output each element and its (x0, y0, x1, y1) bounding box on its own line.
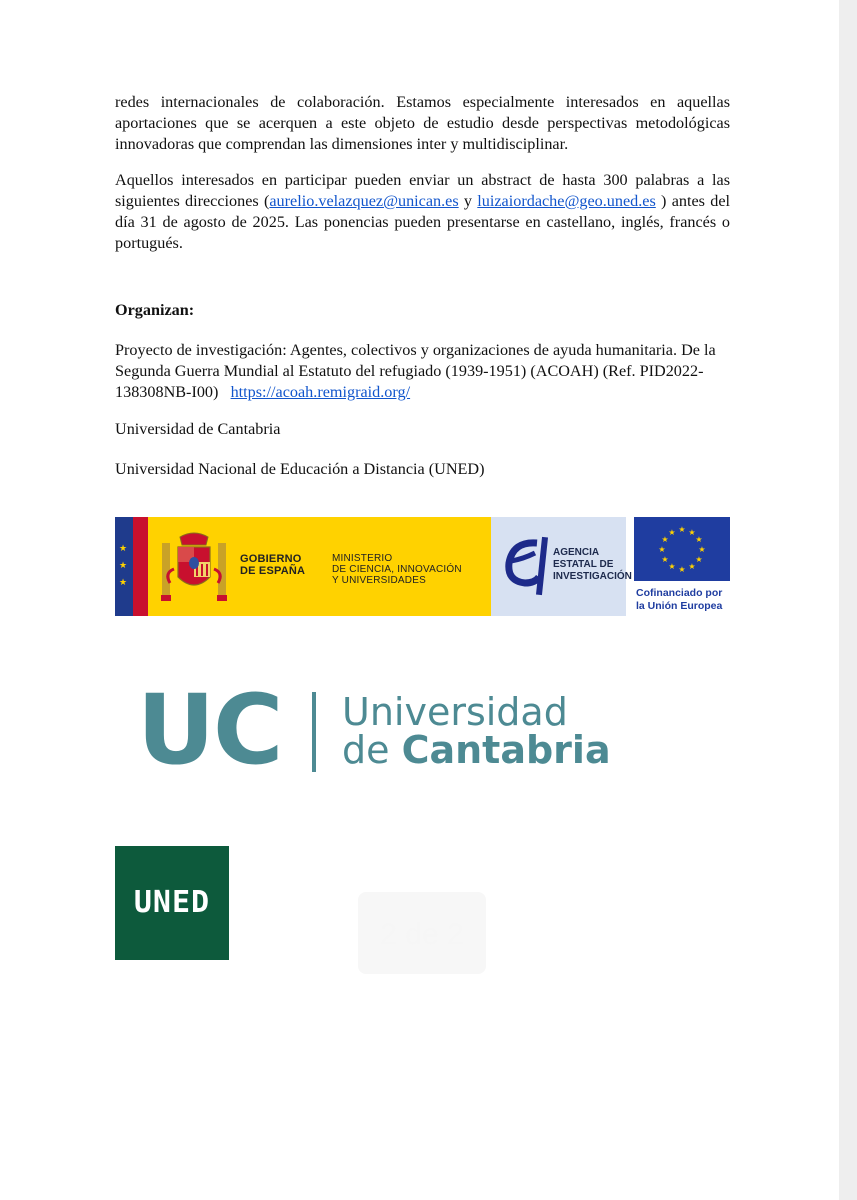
project-url-link[interactable]: https://acoah.remigraid.org/ (230, 383, 411, 401)
uc-logo-line1: Universidad (342, 690, 568, 734)
submission-text-end: ) antes del día 31 de agosto de 2025. Las ponencias pueden presentarse en castellano, inglés, francés o portugués. (115, 192, 731, 252)
submission-connector: y (458, 192, 478, 210)
agencia-line: INVESTIGACIÓN (553, 571, 632, 582)
eu-caption-line: la Unión Europea (636, 600, 723, 612)
svg-text:★: ★ (678, 525, 686, 534)
svg-text:★: ★ (661, 555, 669, 564)
svg-text:★: ★ (668, 562, 676, 571)
organizers-heading: Organizan: (115, 301, 195, 319)
gobierno-line: DE ESPAÑA (240, 565, 306, 577)
agencia-line: ESTATAL DE (553, 559, 614, 570)
gobierno-panel (148, 517, 491, 616)
ministerio-line: MINISTERIO (332, 553, 393, 564)
uc-logo-bold: Cantabria (401, 728, 611, 772)
svg-text:★: ★ (678, 565, 686, 574)
project-description (115, 340, 725, 403)
coat-of-arms-icon (160, 529, 228, 605)
paragraph-submission (115, 170, 730, 254)
scrollbar[interactable] (839, 0, 857, 1200)
eu-panel (634, 517, 730, 616)
submission-text-start: Aquellos interesados en participar pueden enviar un abstract de hasta 300 palabras a las siguientes direcciones ( (115, 171, 730, 210)
email-link-velazquez[interactable]: aurelio.velazquez@unican.es (269, 192, 459, 210)
svg-text:★: ★ (661, 535, 669, 544)
star-icon: ★ (119, 544, 128, 554)
eu-stars-icon (634, 517, 730, 581)
star-icon: ★ (119, 578, 128, 588)
email-link-iordache[interactable]: luizaiordache@geo.uned.es (477, 192, 656, 210)
gobierno-line: GOBIERNO (240, 553, 302, 565)
uc-logo-divider (312, 692, 316, 772)
organizer-uc: Universidad de Cantabria (115, 420, 281, 438)
uc-logo-mark: UC (137, 674, 282, 786)
svg-text:★: ★ (695, 535, 703, 544)
ministerio-line: Y UNIVERSIDADES (332, 575, 426, 586)
eu-caption-line: Cofinanciado por (636, 587, 723, 599)
agencia-panel (491, 517, 632, 616)
svg-text:★: ★ (688, 562, 696, 571)
page-indicator (358, 892, 486, 974)
ministerio-text (332, 553, 462, 586)
uned-logo (115, 846, 229, 960)
agencia-line: AGENCIA (553, 547, 600, 558)
paragraph-intro-text: redes internacionales de colaboración. Estamos especialmente interesados en aquellas aportaciones que se acerquen a este objeto de estudio desde perspectivas metodológicas innovadoras que comprendan las dimensiones inter y multidisciplinar. (115, 93, 730, 153)
funding-banner (115, 517, 730, 616)
star-icon: ★ (119, 561, 128, 571)
uc-logo-line2 (342, 730, 611, 770)
eu-caption (636, 587, 732, 613)
page-indicator-text: 2 de 2 (380, 918, 464, 951)
svg-text:★: ★ (688, 528, 696, 537)
flag-red-band (133, 517, 148, 616)
ministerio-line: DE CIENCIA, INNOVACIÓN (332, 564, 462, 575)
organizer-uned: Universidad Nacional de Educación a Distancia (UNED) (115, 460, 485, 478)
svg-text:★: ★ (658, 545, 666, 554)
uc-logo (137, 674, 627, 786)
project-text: Proyecto de investigación: Agentes, colectivos y organizaciones de ayuda humanitaria. De la Segunda Guerra Mundial al Estatuto del refugiado (1939-1951) (ACOAH) (Ref. PID2022-138308NB-I00) (115, 341, 716, 401)
svg-text:★: ★ (668, 528, 676, 537)
uned-logo-text: UNED (133, 885, 211, 920)
paragraph-intro (115, 92, 730, 155)
eu-flag-icon (634, 517, 730, 581)
uc-logo-prefix: de (342, 728, 402, 772)
svg-text:★: ★ (698, 545, 706, 554)
gobierno-text (240, 553, 305, 577)
agencia-text (553, 547, 632, 583)
spain-flag-strip (115, 517, 148, 616)
aei-logo-icon (499, 533, 551, 599)
svg-text:★: ★ (695, 555, 703, 564)
